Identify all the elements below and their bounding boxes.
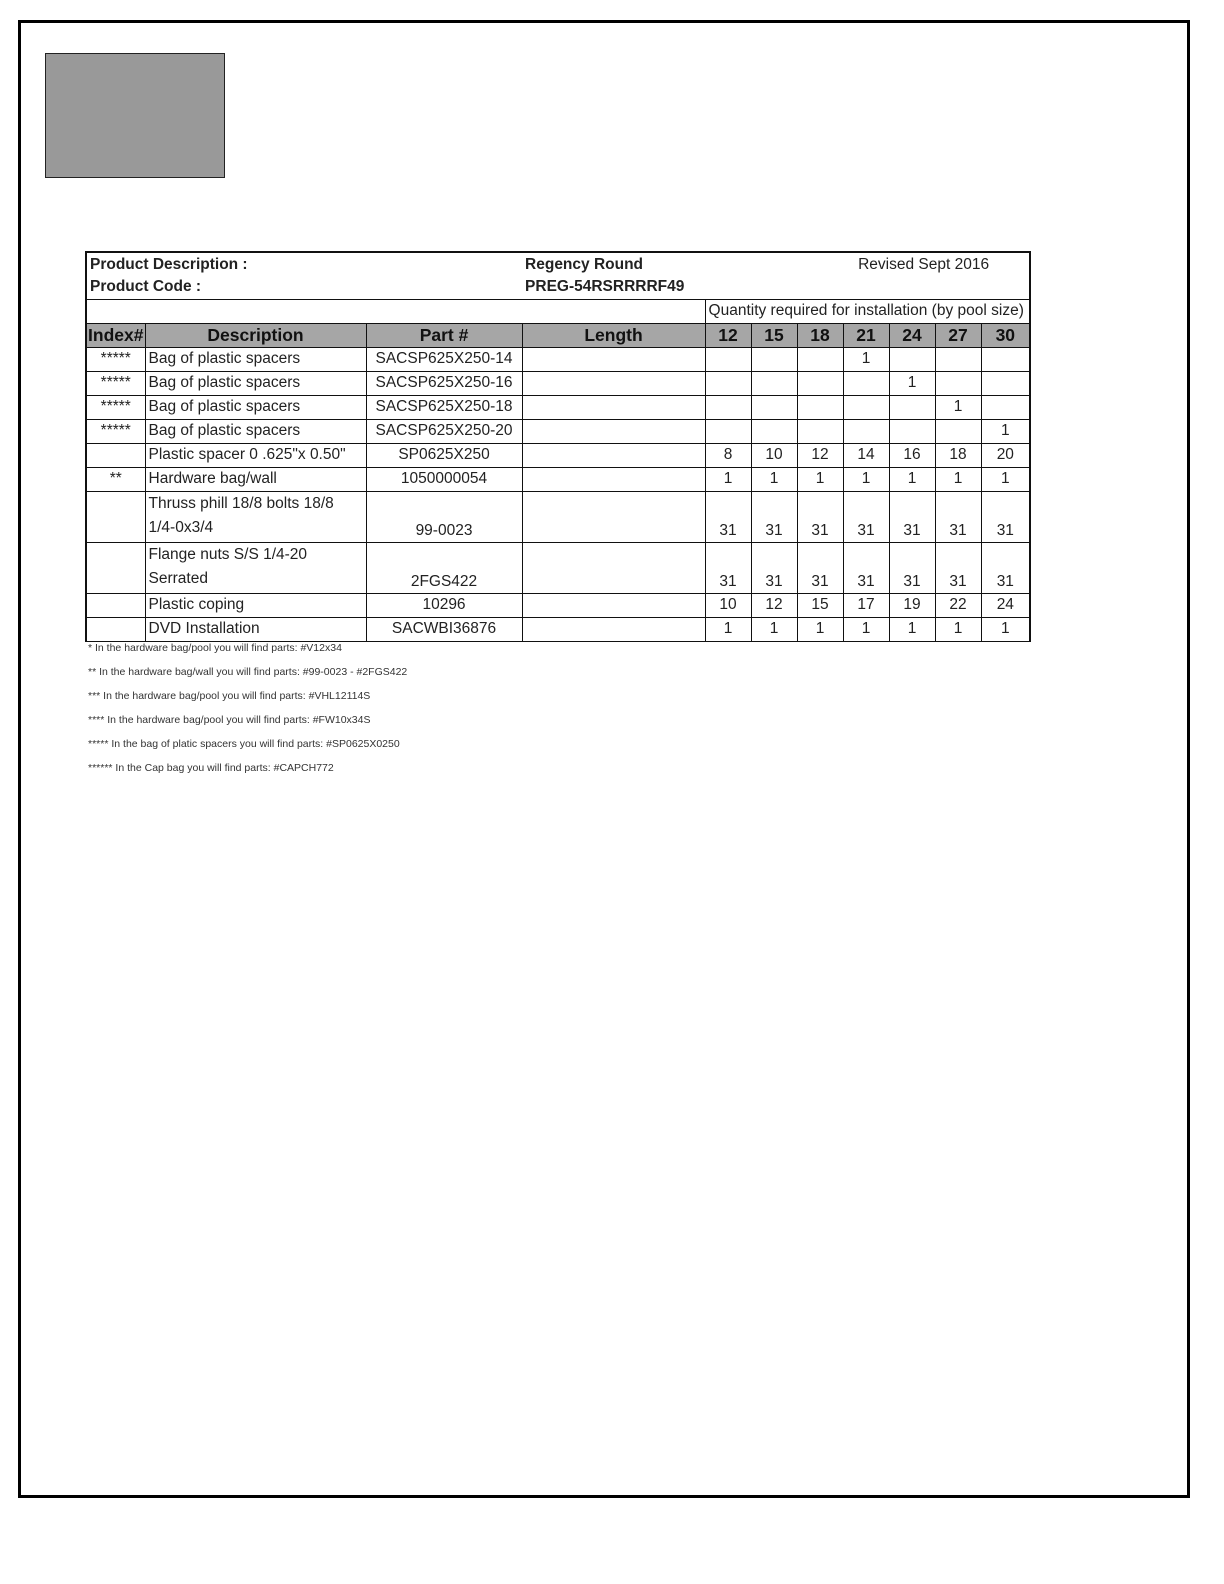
col-length: Length bbox=[522, 323, 705, 347]
row-part: 10296 bbox=[366, 593, 522, 617]
col-size: 27 bbox=[935, 323, 981, 347]
table-row bbox=[86, 617, 1030, 641]
row-qty: 12 bbox=[751, 593, 797, 617]
row-part: 2FGS422 bbox=[366, 542, 522, 593]
row-qty: 16 bbox=[889, 443, 935, 467]
product-code-label: Product Code : bbox=[86, 276, 522, 299]
row-qty: 31 bbox=[797, 491, 843, 542]
logo-placeholder bbox=[45, 53, 225, 178]
row-qty: 1 bbox=[935, 395, 981, 419]
row-qty: 31 bbox=[889, 542, 935, 593]
row-qty bbox=[889, 395, 935, 419]
row-qty bbox=[935, 371, 981, 395]
row-qty: 1 bbox=[889, 371, 935, 395]
row-qty: 1 bbox=[751, 467, 797, 491]
row-qty: 1 bbox=[935, 467, 981, 491]
col-description: Description bbox=[145, 323, 366, 347]
row-qty: 14 bbox=[843, 443, 889, 467]
row-length bbox=[522, 467, 705, 491]
row-part: 99-0023 bbox=[366, 491, 522, 542]
row-part: 1050000054 bbox=[366, 467, 522, 491]
row-length bbox=[522, 593, 705, 617]
row-index: ***** bbox=[86, 395, 145, 419]
row-qty bbox=[705, 395, 751, 419]
row-qty bbox=[705, 419, 751, 443]
row-qty bbox=[751, 371, 797, 395]
row-length bbox=[522, 617, 705, 641]
col-size: 18 bbox=[797, 323, 843, 347]
row-qty: 18 bbox=[935, 443, 981, 467]
parts-table bbox=[85, 251, 1031, 642]
row-description: Hardware bag/wall bbox=[145, 467, 366, 491]
footnote: *** In the hardware bag/pool you will find parts: #VHL12114S bbox=[88, 690, 371, 702]
row-qty: 1 bbox=[797, 617, 843, 641]
row-qty: 17 bbox=[843, 593, 889, 617]
row-qty: 31 bbox=[935, 542, 981, 593]
row-description: Plastic coping bbox=[145, 593, 366, 617]
header-row-code bbox=[86, 276, 1030, 299]
caption-spacer bbox=[86, 299, 705, 323]
row-qty bbox=[705, 347, 751, 371]
row-qty: 31 bbox=[935, 491, 981, 542]
row-qty: 31 bbox=[981, 491, 1030, 542]
row-description: Bag of plastic spacers bbox=[145, 371, 366, 395]
row-qty bbox=[751, 347, 797, 371]
table-row bbox=[86, 467, 1030, 491]
row-qty: 1 bbox=[935, 617, 981, 641]
row-index bbox=[86, 593, 145, 617]
col-size: 24 bbox=[889, 323, 935, 347]
row-qty bbox=[797, 371, 843, 395]
row-part: SP0625X250 bbox=[366, 443, 522, 467]
table-row bbox=[86, 491, 1030, 542]
row-index: ***** bbox=[86, 419, 145, 443]
col-size: 30 bbox=[981, 323, 1030, 347]
product-code-value: PREG-54RSRRRRF49 bbox=[522, 276, 1030, 299]
footnote: ** In the hardware bag/wall you will find parts: #99-0023 - #2FGS422 bbox=[88, 666, 408, 678]
footnote: * In the hardware bag/pool you will find parts: #V12x34 bbox=[88, 642, 342, 654]
row-qty: 1 bbox=[981, 467, 1030, 491]
row-qty: 12 bbox=[797, 443, 843, 467]
row-qty: 1 bbox=[843, 347, 889, 371]
row-index: ***** bbox=[86, 347, 145, 371]
row-qty: 1 bbox=[843, 467, 889, 491]
col-part: Part # bbox=[366, 323, 522, 347]
row-qty bbox=[981, 395, 1030, 419]
row-index bbox=[86, 443, 145, 467]
row-qty bbox=[705, 371, 751, 395]
row-description: Bag of plastic spacers bbox=[145, 395, 366, 419]
row-qty: 19 bbox=[889, 593, 935, 617]
table-row bbox=[86, 395, 1030, 419]
row-index bbox=[86, 542, 145, 593]
row-description: Thruss phill 18/8 bolts 18/8 1/4-0x3/4 bbox=[145, 491, 366, 542]
row-qty bbox=[843, 419, 889, 443]
row-index: ** bbox=[86, 467, 145, 491]
row-qty bbox=[797, 347, 843, 371]
col-index: Index# bbox=[86, 323, 145, 347]
row-part: SACSP625X250-20 bbox=[366, 419, 522, 443]
row-index bbox=[86, 491, 145, 542]
row-length bbox=[522, 347, 705, 371]
header-row-description bbox=[86, 252, 1030, 276]
table-row bbox=[86, 419, 1030, 443]
row-qty: 1 bbox=[843, 617, 889, 641]
row-length bbox=[522, 491, 705, 542]
table-row bbox=[86, 593, 1030, 617]
row-qty bbox=[981, 347, 1030, 371]
quantity-caption-row bbox=[86, 299, 1030, 323]
row-description: Bag of plastic spacers bbox=[145, 419, 366, 443]
row-qty bbox=[935, 419, 981, 443]
row-index: ***** bbox=[86, 371, 145, 395]
row-length bbox=[522, 371, 705, 395]
col-size: 12 bbox=[705, 323, 751, 347]
row-qty bbox=[889, 419, 935, 443]
row-qty: 10 bbox=[751, 443, 797, 467]
row-length bbox=[522, 419, 705, 443]
row-qty: 31 bbox=[889, 491, 935, 542]
row-qty: 22 bbox=[935, 593, 981, 617]
row-qty bbox=[751, 419, 797, 443]
row-qty bbox=[889, 347, 935, 371]
row-qty: 1 bbox=[981, 617, 1030, 641]
row-qty: 1 bbox=[751, 617, 797, 641]
row-qty: 31 bbox=[705, 491, 751, 542]
row-qty: 1 bbox=[889, 617, 935, 641]
row-qty bbox=[797, 395, 843, 419]
product-description-value: Regency Round bbox=[522, 252, 797, 276]
row-length bbox=[522, 542, 705, 593]
row-qty bbox=[935, 347, 981, 371]
row-part: SACSP625X250-14 bbox=[366, 347, 522, 371]
row-qty: 1 bbox=[889, 467, 935, 491]
row-qty: 1 bbox=[981, 419, 1030, 443]
row-qty: 31 bbox=[751, 491, 797, 542]
row-part: SACSP625X250-16 bbox=[366, 371, 522, 395]
row-qty: 31 bbox=[797, 542, 843, 593]
row-description: Bag of plastic spacers bbox=[145, 347, 366, 371]
row-qty bbox=[843, 371, 889, 395]
row-qty: 20 bbox=[981, 443, 1030, 467]
table-body bbox=[86, 347, 1030, 641]
footnote: **** In the hardware bag/pool you will find parts: #FW10x34S bbox=[88, 714, 371, 726]
row-qty: 24 bbox=[981, 593, 1030, 617]
row-description: DVD Installation bbox=[145, 617, 366, 641]
footnote: ***** In the bag of platic spacers you will find parts: #SP0625X0250 bbox=[88, 738, 400, 750]
table-row bbox=[86, 443, 1030, 467]
row-qty: 10 bbox=[705, 593, 751, 617]
row-qty: 1 bbox=[705, 467, 751, 491]
row-qty: 31 bbox=[981, 542, 1030, 593]
column-header-row bbox=[86, 323, 1030, 347]
row-qty: 31 bbox=[751, 542, 797, 593]
footnote: ****** In the Cap bag you will find parts: #CAPCH772 bbox=[88, 762, 334, 774]
row-qty: 1 bbox=[705, 617, 751, 641]
footnotes bbox=[88, 640, 688, 784]
row-description: Flange nuts S/S 1/4-20 Serrated bbox=[145, 542, 366, 593]
row-part: SACWBI36876 bbox=[366, 617, 522, 641]
row-qty: 31 bbox=[843, 491, 889, 542]
row-length bbox=[522, 443, 705, 467]
revised-date: Revised Sept 2016 bbox=[797, 252, 1030, 276]
row-qty bbox=[797, 419, 843, 443]
product-description-label: Product Description : bbox=[86, 252, 522, 276]
row-qty: 31 bbox=[843, 542, 889, 593]
col-size: 15 bbox=[751, 323, 797, 347]
row-qty: 1 bbox=[797, 467, 843, 491]
quantity-caption: Quantity required for installation (by pool size) bbox=[705, 299, 1030, 323]
row-qty: 31 bbox=[705, 542, 751, 593]
table-row bbox=[86, 542, 1030, 593]
row-qty bbox=[751, 395, 797, 419]
table-row bbox=[86, 371, 1030, 395]
col-size: 21 bbox=[843, 323, 889, 347]
row-qty: 15 bbox=[797, 593, 843, 617]
row-qty: 8 bbox=[705, 443, 751, 467]
row-qty bbox=[843, 395, 889, 419]
row-length bbox=[522, 395, 705, 419]
row-index bbox=[86, 617, 145, 641]
row-part: SACSP625X250-18 bbox=[366, 395, 522, 419]
table-row bbox=[86, 347, 1030, 371]
row-qty bbox=[981, 371, 1030, 395]
row-description: Plastic spacer 0 .625"x 0.50" bbox=[145, 443, 366, 467]
